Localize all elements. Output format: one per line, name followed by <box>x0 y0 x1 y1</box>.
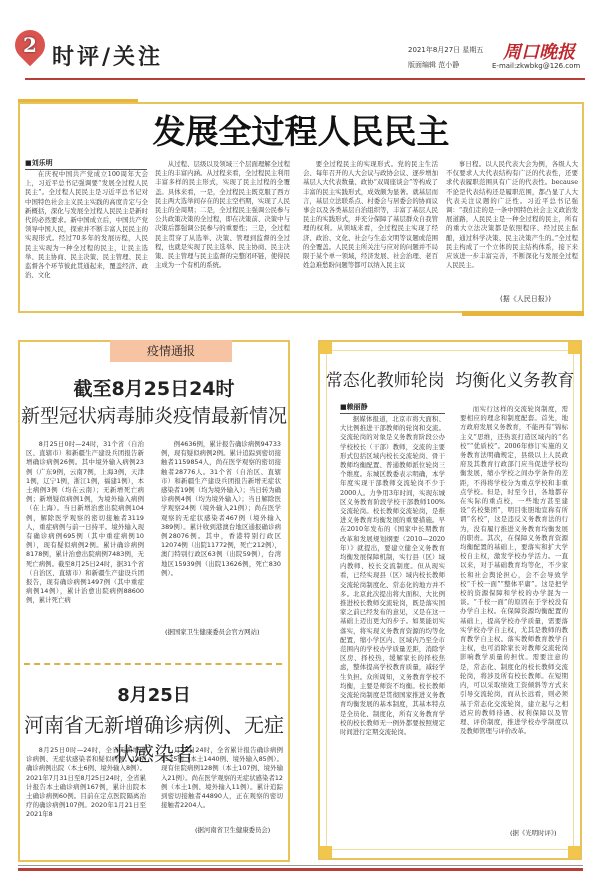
page-number: 2 <box>23 33 37 57</box>
article-source: (据《人民日报》) <box>500 295 551 303</box>
article-column: 事日程。以人民代表大会为例，各级人大不仅要求人大代表结构有广泛的代表性，还要求代表履职范围具有广泛的代表性。because不论是代表结构还是履职范围，都凸显了人大代表关注议题的广泛性。习近平总书记强调：“我们走的是一条中国特色社会主义政治发展道路，人民民主是一种全过程的民主，所有的重大立法决策都是依照程序、经过民主酝酿，通过科学决策、民主决策产生的。”全过程民主构成了一个立体的民主结构体系，接下来应该进一步丰富完善，不断深化与发展全过程人民民主。 <box>446 160 578 270</box>
education-title: 常态化教师轮岗 均衡化义务教育 <box>325 371 575 391</box>
footer-divider <box>18 868 583 871</box>
article-accent-bar <box>462 311 584 316</box>
corner-ornament <box>568 342 580 354</box>
covid-tag: 疫情通报 <box>110 340 232 362</box>
corner-ornament <box>568 846 580 858</box>
article-byline: ■刘乐明 <box>25 158 147 170</box>
henan-title-line1: 8月25日 <box>117 685 191 706</box>
covid-column: 例4636例，累计报告确诊病例94733例，现有疑似病例2例。累计追踪到密切接触者1159854人，尚在医学观察的密切接触者28776人。31个省（自治区、直辖市）和新疆生产建设兵团报告新增无症状感染者19例（均为境外输入）；当日转为确诊病例4例（均为境外输入）；当日解除医学观察24例（境外输入21例）；尚在医学观察的无症状感染者467例（境外输入389例）。累计收到港澳台地区通报确诊病例28076例。其中，香港特别行政区12074例（出院11772例，死亡212例），澳门特别行政区63例（出院59例），台湾地区15939例（出院13626例，死亡830例）。 <box>161 440 281 577</box>
newspaper-logo: 周口晚报 <box>503 42 575 63</box>
henan-title-line2: 河南省无新增确诊病例、无症状感染者 <box>24 713 284 766</box>
article-title: 发展全过程人民民主 <box>152 112 450 151</box>
footer-line <box>18 865 583 866</box>
education-column: 而实行这样的交流轮岗制度，需要相应的理念和制度配套。首先，地方政府发展义务教育，不能再有“锦标主义”思维，还热衷打造区域内的“名校”“优质校”。2006年修订实施的义务教育法明确规定，县级以上人民政府及其教育行政部门应当促进学校均衡发展，缩小学校之间办学条件的差距，不得将学校分为重点学校和非重点学校。但是，时至今日，各地都存在实际的重点校，一些地方甚至建设“名校集团”，明目张胆地宣称有所谓“名校”，这是违反义务教育法的行为，没有履行推进义务教育均衡发展的职责。其次，在保障义务教育资源均衡配置的基础上，要落实和扩大学校自主权，激发学校办学活力。一直以来，对于基础教育均等化，不少家长和社会舆论担心，会不会导致学校“千校一面”“整体平庸”。这是把学校的资源保障和学校的办学混为一谈。“千校一面”的原因在于学校没有办学自主权。在保障资源均衡配置的基础上，提高学校办学质量，需要落实学校办学自主权，尤其是教师的教育教学自主权。落实教师教育教学自主权，也可消除家长对教师交流轮岗影响教学质量的担忧。需要注意的是，常态化、制度化的校长教师交流轮岗，将涉及所有校长教师。在短期内，可以采取绩效工资倾斜等方式来引导交流轮岗，而从长远看，则必须基于常态化交流轮岗，建立起与之相适应的教师待遇、权利保障以及管理、评价制度，推进学校办学制度以及教师管理与评价改革。 <box>460 405 568 736</box>
corner-ornament <box>320 846 332 858</box>
issue-date: 2021年8月27日 星期五 <box>408 46 484 54</box>
education-byline: ■赖丽静 <box>340 402 445 414</box>
henan-source: (据河南省卫生健康委员会) <box>195 826 271 834</box>
article-column: 要全过程民主的实现形式。党的民主生活会、每年召开的人大会议与政协会议、逐步增加基层人大代表数量、政协“双周座谈会”等构成了丰富的民主实践形式，成效颇为显著。就基层而言，基层立法联系点、村委会与居委会的协商议事会以及各类基层自治组织等，丰富了基层人民民主的实践形式，并充分保障了基层群众自我管理的权利。从领域来看，全过程民主实现了经济、政治、文化、社会与生态文明等议题或范围的全覆盖。人民民主所关注与应对的问题并不局限于某个单一领域，经济发展、社会治理、老百姓急难愁盼问题等都可以纳入民主议 <box>303 160 438 270</box>
corner-ornament <box>320 342 332 354</box>
covid-column: 8月25日0时—24时，31个省（自治区、直辖市）和新疆生产建设兵团报告新增确诊病例26例。其中境外输入病例23例（广东9例，云南7例，上海3例，天津1例，辽宁1例，浙江1例，福建1例），本土病例3例（均在云南）；无新增死亡病例；新增疑似病例1例，为境外输入病例（在上海）。当日新增治愈出院病例104例，解除医学观察的密切接触者3119人，重症病例与前一日持平。境外输入现有确诊病例695例（其中重症病例10例），现有疑似病例2例。累计确诊病例8178例，累计治愈出院病例7483例，无死亡病例。截至8月25日24时，据31个省（自治区、直辖市）和新疆生产建设兵团报告，现有确诊病例1497例（其中重症病例14例），累计治愈出院病例88600例，累计死亡病 <box>26 440 144 605</box>
covid-title-line2: 新型冠状病毒肺炎疫情最新情况 <box>20 405 287 427</box>
page-editor: 版面编辑 范小静 <box>408 61 460 69</box>
covid-title-line1: 截至8月25日24时 <box>73 378 235 400</box>
covid-source: (据国家卫生健康委员会官方网站) <box>165 628 260 636</box>
henan-column: 月25日24时，全省累计报告确诊病例1525例（本土1440例、境外输入85例）。现有住院病例128例（本土107例、境外输入21例）。尚在医学观察的无症状感染者12例（本土1例、境外输入11例）。累计追踪到密切接触者44890人，正在观察的密切接触者2204人。 <box>161 746 283 810</box>
education-column: 据媒体报道，北京市将大面积、大比例推进干部教师的轮岗和交流。交流轮岗的对象是义务教育阶段公办学校校长（干部）教师，交流的主要形式包括区域内校长交流轮岗、骨干教师均衡配置、普通教师派位轮岗三个维度。东城区教委表示明确，本学年度实现干部教师交流轮岗不少于2000人。力争用3年时间，实现东城区义务教育阶段学校干部教师100%交流轮岗。校长教师交流轮岗，是推进义务教育均衡发展的重要措施。早在2010年发布的《国家中长期教育改革和发展规划纲要（2010—2020年）》就提出，要建立健全义务教育均衡发展保障机制，实行县（区）域内教师、校长交流制度。但从现实看，已经实现县（区）域内校长教师交流轮岗制度化、常态化的地方并不多。北京此次提出将大面积、大比例推进校长教师交流轮岗，既是落实国家之前已经发布的意见，又是在这一基础上迈出更大的步子。如果能切实落实，将实现义务教育资源的均等化配置，缩小学区内、区域内乃至全市范围内的学校办学质量差距，消除学区房、择校热，缓解家长的择校焦虑，整体提高学校教育质量，减轻学生负担。众所周知，义务教育学校不均衡，主要是师资不均衡。校长教师交流轮岗制度是贯彻国家推进义务教育均衡发展的基本制度，其基本特点是全员化、制度化，所有义务教育学校的校长教师无一例外都要按照规定时间进行定期交流轮岗。 <box>340 415 445 736</box>
section-divider <box>24 663 282 665</box>
header-divider <box>25 78 585 80</box>
section-title: 时评/关注 <box>52 44 164 70</box>
article-column: 在庆祝中国共产党成立100周年大会上，习近平总书记强调要“发展全过程人民民主”。全过程人民民主是习近平总书记对中国特色社会主义民主实践的高度肯定与全新概括，深化与发展全过程人民民主是新时代的必然要求。新中国成立后，中国共产党领导中国人民，探索并不断丰富人民民主的实现形式。经过70多年的发展历程，人民民主实现为一种全过程的民主，让民主选举、民主协商、民主决策、民主管理、民主监督各个环节彼此贯通起来，覆盖经济、政治、文化 <box>25 170 148 280</box>
henan-column: 8月25日0时—24时，全省无新增确诊病例、无症状感染者和疑似病例。14例确诊病例出院（本土6例、境外输入8例）。2021年7月31日至8月25日24时，全省累计报告本土确诊病例167例，累计出院本土确诊病例60例。目前在定点医院隔离治疗的确诊病例107例。2020年1月21日至2021年8 <box>26 746 146 819</box>
article-column: 从过程、层级以及领域三个层面理解全过程民主的丰富内涵。从过程来看，全过程民主利用丰富多样的民主形式，实现了民主过程的全覆盖。具体来看，一是，全过程民主既克服了西方民主两大选举间存在的民主空档期，实现了人民民主的全周期；二是，全过程民主强调公民参与公共政策决策的全过程，即在决策前、决策中与决策后都强调公民参与的重要性；三是，全过程民主贯穿了从选举、决策、管理到监督的全过程，也就是实现了民主选举、民主协商、民主决策、民主管理与民主监督的完整闭环链，使得民主成为一个有机的系统。 <box>155 160 290 270</box>
education-source: (据《光明时评》) <box>510 829 557 837</box>
contact-email: E-mail:zkwbkg@126.com <box>492 62 581 70</box>
